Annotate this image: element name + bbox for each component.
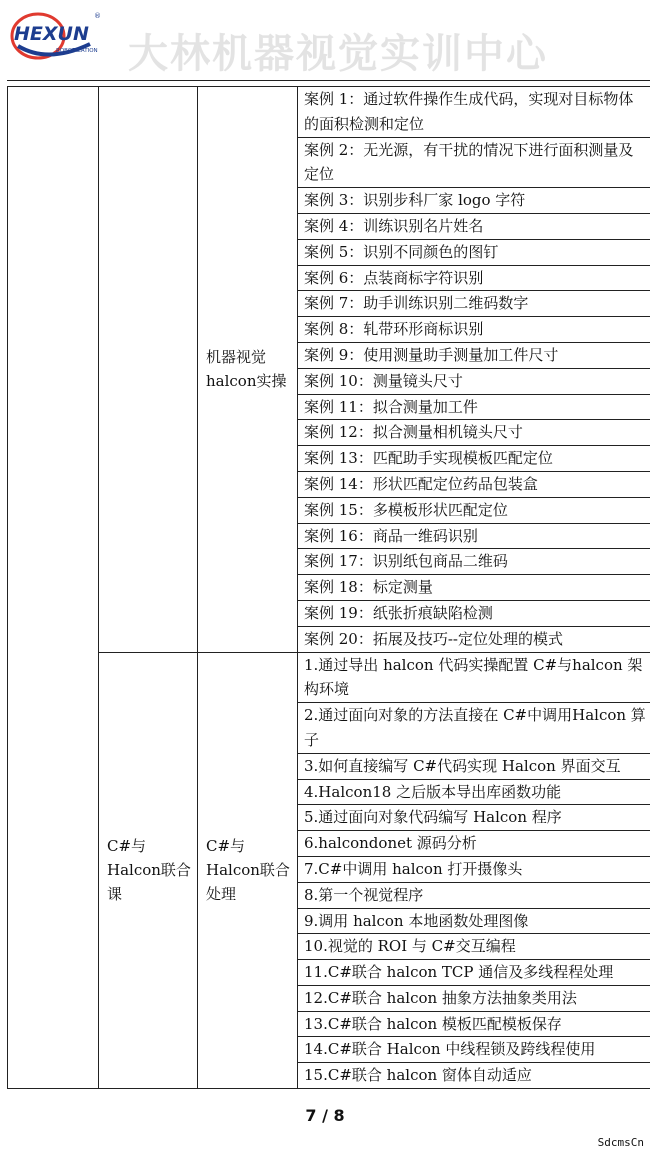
- case-item: 案例 5：识别不同颜色的图钉: [298, 239, 650, 265]
- case-item: 案例 3：识别步科厂家 logo 字符: [298, 188, 650, 214]
- course-table: [7, 86, 650, 1089]
- case-item: 13.C#联合 halcon 模板匹配模板保存: [298, 1011, 650, 1037]
- module-cell: 机器视觉halcon实操: [198, 87, 298, 653]
- course-cell: C#与Halcon联合课: [99, 652, 198, 1089]
- case-item: 案例 19：纸张折痕缺陷检测: [298, 600, 650, 626]
- svg-text:HEXUN: HEXUN: [14, 23, 89, 45]
- case-item: 案例 10：测量镜头尺寸: [298, 368, 650, 394]
- page-number: 7 / 8: [305, 1106, 345, 1125]
- case-item: 案例 8：轧带环形商标识别: [298, 317, 650, 343]
- case-item: 11.C#联合 halcon TCP 通信及多线程程处理: [298, 960, 650, 986]
- case-item: 案例 7：助手训练识别二维码数字: [298, 291, 650, 317]
- case-item: 案例 13：匹配助手实现模板匹配定位: [298, 446, 650, 472]
- case-item: 3.如何直接编写 C#代码实现 Halcon 界面交互: [298, 753, 650, 779]
- table-row: [8, 87, 650, 138]
- case-item: 案例 1：通过软件操作生成代码，实现对目标物体的面积检测和定位: [298, 87, 650, 138]
- footer-tag: SdcmsCn: [597, 1136, 644, 1149]
- svg-text:ROBOTIZATION: ROBOTIZATION: [56, 48, 98, 54]
- case-item: 案例 4：训练识别名片姓名: [298, 213, 650, 239]
- case-item: 15.C#联合 halcon 窗体自动适应: [298, 1063, 650, 1089]
- case-item: 案例 17：识别纸包商品二维码: [298, 549, 650, 575]
- case-item: 12.C#联合 halcon 抽象方法抽象类用法: [298, 985, 650, 1011]
- case-item: 4.Halcon18 之后版本导出库函数功能: [298, 779, 650, 805]
- case-item: 案例 9：使用测量助手测量加工件尺寸: [298, 342, 650, 368]
- case-item: 案例 6：点装商标字符识别: [298, 265, 650, 291]
- svg-text:®: ®: [94, 12, 101, 20]
- case-item: 案例 11：拟合测量加工件: [298, 394, 650, 420]
- module-cell: C#与Halcon联合处理: [198, 652, 298, 1089]
- category-cell: [8, 87, 99, 1089]
- course-cell: [99, 87, 198, 653]
- case-item: 1.通过导出 halcon 代码实操配置 C#与halcon 架构环境: [298, 652, 650, 703]
- case-item: 案例 15：多模板形状匹配定位: [298, 497, 650, 523]
- case-item: 8.第一个视觉程序: [298, 882, 650, 908]
- case-item: 案例 2：无光源，有干扰的情况下进行面积测量及定位: [298, 137, 650, 188]
- hexun-logo: [8, 6, 104, 60]
- case-item: 案例 20：拓展及技巧--定位处理的模式: [298, 626, 650, 652]
- case-item: 14.C#联合 Halcon 中线程锁及跨线程使用: [298, 1037, 650, 1063]
- case-item: 5.通过面向对象代码编写 Halcon 程序: [298, 805, 650, 831]
- header-rule: [7, 80, 650, 81]
- case-item: 案例 18：标定测量: [298, 575, 650, 601]
- header-watermark: 大林机器视觉实训中心: [128, 31, 548, 77]
- case-item: 案例 16：商品一维码识别: [298, 523, 650, 549]
- case-item: 案例 12：拟合测量相机镜头尺寸: [298, 420, 650, 446]
- case-item: 6.halcondonet 源码分析: [298, 831, 650, 857]
- case-item: 案例 14：形状匹配定位药品包装盒: [298, 471, 650, 497]
- case-item: 10.视觉的 ROI 与 C#交互编程: [298, 934, 650, 960]
- case-item: 9.调用 halcon 本地函数处理图像: [298, 908, 650, 934]
- case-item: 7.C#中调用 halcon 打开摄像头: [298, 856, 650, 882]
- case-item: 2.通过面向对象的方法直接在 C#中调用Halcon 算子: [298, 703, 650, 754]
- table-row: [8, 652, 650, 703]
